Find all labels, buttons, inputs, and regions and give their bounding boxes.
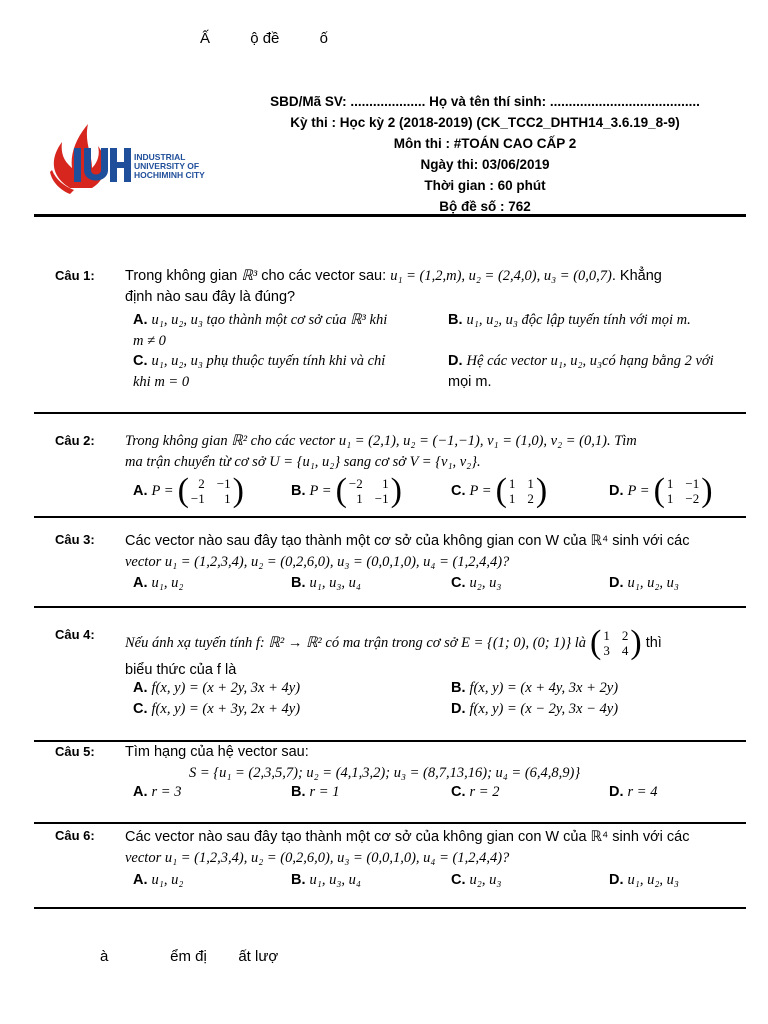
q6-option-a[interactable] [133, 870, 183, 891]
q3-label: Câu 3: [55, 532, 95, 547]
q2-b-m21: 1 [356, 491, 363, 506]
q1-text-b: cho các vector sau: [257, 268, 391, 284]
q2-a-m11: 2 [198, 476, 205, 491]
q4-text-1a: Nếu ánh xạ tuyến tính f: ℝ² → ℝ² có ma trận trong cơ sở E = {(1; 0), (0; 1)} là [125, 634, 587, 651]
q4-c-text: f(x, y) = (x + 3y, 2x + 4y) [151, 701, 301, 717]
q4-option-a[interactable] [133, 678, 300, 699]
q2-b-m22: −1 [374, 491, 389, 506]
q5-stem [125, 742, 750, 784]
divider-6 [34, 907, 746, 909]
divider-2 [34, 516, 746, 518]
q4-b-text: f(x, y) = (x + 4y, 3x + 2y) [469, 680, 619, 696]
q1-label: Câu 1: [55, 268, 95, 283]
garble-1: Ấ [200, 30, 211, 47]
q3-d-text: u₁, u₂, u₃ [627, 575, 679, 591]
q2-c-matrix: ( 1 1 1 2 ) [495, 472, 548, 509]
q6-option-c[interactable] [451, 870, 501, 891]
q4-m21: 3 [603, 643, 610, 658]
q4-a-key: A. [133, 680, 148, 696]
logo-text-2: UNIVERSITY OF [134, 161, 200, 171]
subject: Môn thi : #TOÁN CAO CẤP 2 [393, 136, 577, 151]
logo-text-1: INDUSTRIAL [134, 152, 186, 162]
q4-a-text: f(x, y) = (x + 2y, 3x + 4y) [151, 680, 301, 696]
q4-text-2: biểu thức của f là [125, 662, 237, 678]
q2-stem [125, 431, 750, 473]
q3-a-key: A. [133, 575, 148, 591]
q3-option-a[interactable] [133, 573, 183, 594]
q2-b-matrix: ( −2 1 1 −1 ) [335, 472, 402, 509]
q1-option-b[interactable] [448, 310, 748, 331]
q4-option-d[interactable] [451, 699, 618, 720]
q1-c-text: u₁, u₂, u₃ phụ thuộc tuyến tính khi và chỉ [151, 353, 386, 369]
q4-stem [125, 626, 750, 681]
q2-text-1: Trong không gian ℝ² cho các vector u₁ = (2,1), u₂ = (−1,−1), v₁ = (1,0), v₂ = (0,1). Tìm [125, 433, 637, 449]
q2-d-key: D. [609, 482, 624, 499]
logo-text-3: HOCHIMINH CITY [134, 170, 205, 180]
exam-header [250, 91, 720, 217]
q5-c-key: C. [451, 784, 466, 800]
q2-b-key: B. [291, 482, 306, 499]
q1-a-key: A. [133, 312, 148, 328]
q2-a-m21: −1 [190, 491, 205, 506]
q6-text-1: Các vector nào sau đây tạo thành một cơ sở của không gian con W của ℝ⁴ sinh với các [125, 829, 690, 845]
q5-d-key: D. [609, 784, 624, 800]
divider-5 [34, 822, 746, 824]
q2-label: Câu 2: [55, 433, 95, 448]
q3-option-c[interactable] [451, 573, 501, 594]
q2-option-b[interactable] [291, 474, 402, 508]
q6-d-key: D. [609, 872, 624, 888]
q2-option-d[interactable] [609, 474, 713, 508]
q1-vectors: u₁ = (1,2,m), u₂ = (2,4,0), u₃ = (0,0,7) [390, 268, 612, 284]
q1-d-text-2: mọi m. [448, 374, 492, 390]
q5-option-c[interactable] [451, 782, 499, 803]
q4-d-key: D. [451, 701, 466, 717]
q2-d-m11: 1 [666, 476, 674, 491]
q5-d-text: r = 4 [627, 784, 658, 800]
q6-text-2: vector u₁ = (1,2,3,4), u₂ = (0,2,6,0), u₃ = (0,0,1,0), u₄ = (1,2,4,4)? [125, 850, 510, 866]
q2-b-m11: −2 [348, 476, 363, 491]
q5-option-d[interactable] [609, 782, 657, 803]
q2-a-matrix: ( 2 −1 −1 1 ) [177, 472, 244, 509]
q2-c-m22: 2 [527, 491, 534, 506]
q1-b-text: u₁, u₂, u₃ độc lập tuyến tính với mọi m. [466, 312, 691, 328]
q3-b-key: B. [291, 575, 306, 591]
q6-c-key: C. [451, 872, 466, 888]
header-divider [34, 214, 746, 217]
bottom-garble-1: à [100, 948, 109, 965]
q2-c-key: C. [451, 482, 466, 499]
q5-c-text: r = 2 [469, 784, 500, 800]
exam-period: Kỳ thi : Học kỳ 2 (2018-2019) (CK_TCC2_DHTH14_3.6.19_8-9) [290, 115, 680, 130]
q1-a-text: u₁, u₂, u₃ tạo thành một cơ sở của ℝ³ khi [151, 312, 388, 328]
q2-option-a[interactable] [133, 474, 244, 508]
q2-a-m22: 1 [224, 491, 231, 506]
q1-c-key: C. [133, 353, 148, 369]
university-logo [48, 118, 218, 196]
q6-d-text: u₁, u₂, u₃ [627, 872, 679, 888]
q4-d-text: f(x, y) = (x − 2y, 3x − 4y) [469, 701, 619, 717]
q1-text-c: . Khẳng [611, 268, 662, 284]
q1-option-c[interactable] [133, 351, 433, 393]
q6-a-text: u₁, u₂ [151, 872, 184, 888]
q6-option-b[interactable] [291, 870, 361, 891]
q6-a-key: A. [133, 872, 148, 888]
q3-option-b[interactable] [291, 573, 361, 594]
q6-option-d[interactable] [609, 870, 679, 891]
q1-option-a[interactable] [133, 310, 433, 352]
q6-label: Câu 6: [55, 828, 95, 843]
q4-m22: 4 [621, 643, 629, 658]
bottom-garble-3: ất lượ [238, 948, 279, 965]
q3-option-d[interactable] [609, 573, 679, 594]
garble-2: ộ đề [250, 30, 280, 47]
q2-b-p: P = [309, 482, 332, 499]
q1-stem [125, 266, 750, 308]
q1-space: ℝ³ [241, 268, 258, 284]
q4-option-b[interactable] [451, 678, 618, 699]
student-id-line: SBD/Mã SV: .................... Họ và tên thí sinh: ........................................ [270, 94, 700, 109]
bottom-garbled-line [100, 948, 278, 965]
q1-option-d[interactable] [448, 351, 758, 393]
q5-option-b[interactable] [291, 782, 339, 803]
q2-d-m22: −2 [685, 491, 700, 506]
q2-d-matrix: ( 1 −1 1 −2 ) [653, 472, 713, 509]
q1-text-a: Trong không gian [125, 268, 242, 284]
q2-c-m12: 1 [527, 476, 534, 491]
q4-option-c[interactable] [133, 699, 300, 720]
q4-matrix: ( 1 2 3 4 ) [590, 624, 642, 661]
q4-c-key: C. [133, 701, 148, 717]
garble-3: ố [319, 30, 328, 47]
q5-label: Câu 5: [55, 744, 95, 759]
q6-b-text: u₁, u₃, u₄ [309, 872, 361, 888]
q1-c-text-2: khi m = 0 [133, 374, 190, 390]
q6-c-text: u₂, u₃ [469, 872, 502, 888]
q1-d-text: Hệ các vector u₁, u₂, u₃có hạng bằng 2 với [466, 353, 714, 369]
q5-option-a[interactable] [133, 782, 181, 803]
q6-stem [125, 827, 750, 869]
q3-c-text: u₂, u₃ [469, 575, 502, 591]
q6-b-key: B. [291, 872, 306, 888]
q2-b-m12: 1 [382, 476, 389, 491]
q4-b-key: B. [451, 680, 466, 696]
q5-text-2: S = {u₁ = (2,3,5,7); u₂ = (4,1,3,2); u₃ = (8,7,13,16); u₄ = (6,4,8,9)} [189, 765, 581, 781]
q4-m11: 1 [603, 628, 610, 643]
q3-b-text: u₁, u₃, u₄ [309, 575, 361, 591]
q5-b-text: r = 1 [309, 784, 340, 800]
q1-a-text-2: m ≠ 0 [133, 333, 166, 349]
exam-date: Ngày thi: 03/06/2019 [420, 157, 550, 172]
q2-c-m11: 1 [508, 476, 516, 491]
q3-c-key: C. [451, 575, 466, 591]
q3-d-key: D. [609, 575, 624, 591]
exam-code: Bộ đề số : 762 [439, 199, 531, 214]
q2-option-c[interactable] [451, 474, 547, 508]
divider-1 [34, 412, 746, 414]
top-garbled-line [200, 30, 364, 47]
q5-a-key: A. [133, 784, 148, 800]
q5-a-text: r = 3 [151, 784, 182, 800]
q1-text-2: định nào sau đây là đúng? [125, 289, 296, 305]
q4-m12: 2 [621, 628, 629, 643]
q3-text-1: Các vector nào sau đây tạo thành một cơ sở của không gian con W của ℝ⁴ sinh với các [125, 533, 690, 549]
q5-text-1: Tìm hạng của hệ vector sau: [125, 744, 309, 760]
q4-text-1b: thì [645, 634, 662, 651]
q2-c-m21: 1 [508, 491, 516, 506]
q3-text-2: vector u₁ = (1,2,3,4), u₂ = (0,2,6,0), u₃ = (0,0,1,0), u₄ = (1,2,4,4)? [125, 554, 510, 570]
q2-d-p: P = [627, 482, 650, 499]
q1-b-key: B. [448, 312, 463, 328]
bottom-garble-2: ểm đị [170, 948, 207, 965]
q1-d-key: D. [448, 353, 463, 369]
q3-a-text: u₁, u₂ [151, 575, 184, 591]
q3-stem [125, 531, 750, 573]
q2-d-m21: 1 [666, 491, 674, 506]
q2-a-m12: −1 [216, 476, 231, 491]
q2-a-key: A. [133, 482, 148, 499]
q5-b-key: B. [291, 784, 306, 800]
q4-label: Câu 4: [55, 627, 95, 642]
duration: Thời gian : 60 phút [424, 178, 546, 193]
divider-3 [34, 606, 746, 608]
q2-text-2: ma trận chuyển từ cơ sở U = {u₁, u₂} sang cơ sở V = {v₁, v₂}. [125, 454, 481, 470]
q2-d-m12: −1 [685, 476, 700, 491]
q2-a-p: P = [151, 482, 174, 499]
q2-c-p: P = [469, 482, 492, 499]
